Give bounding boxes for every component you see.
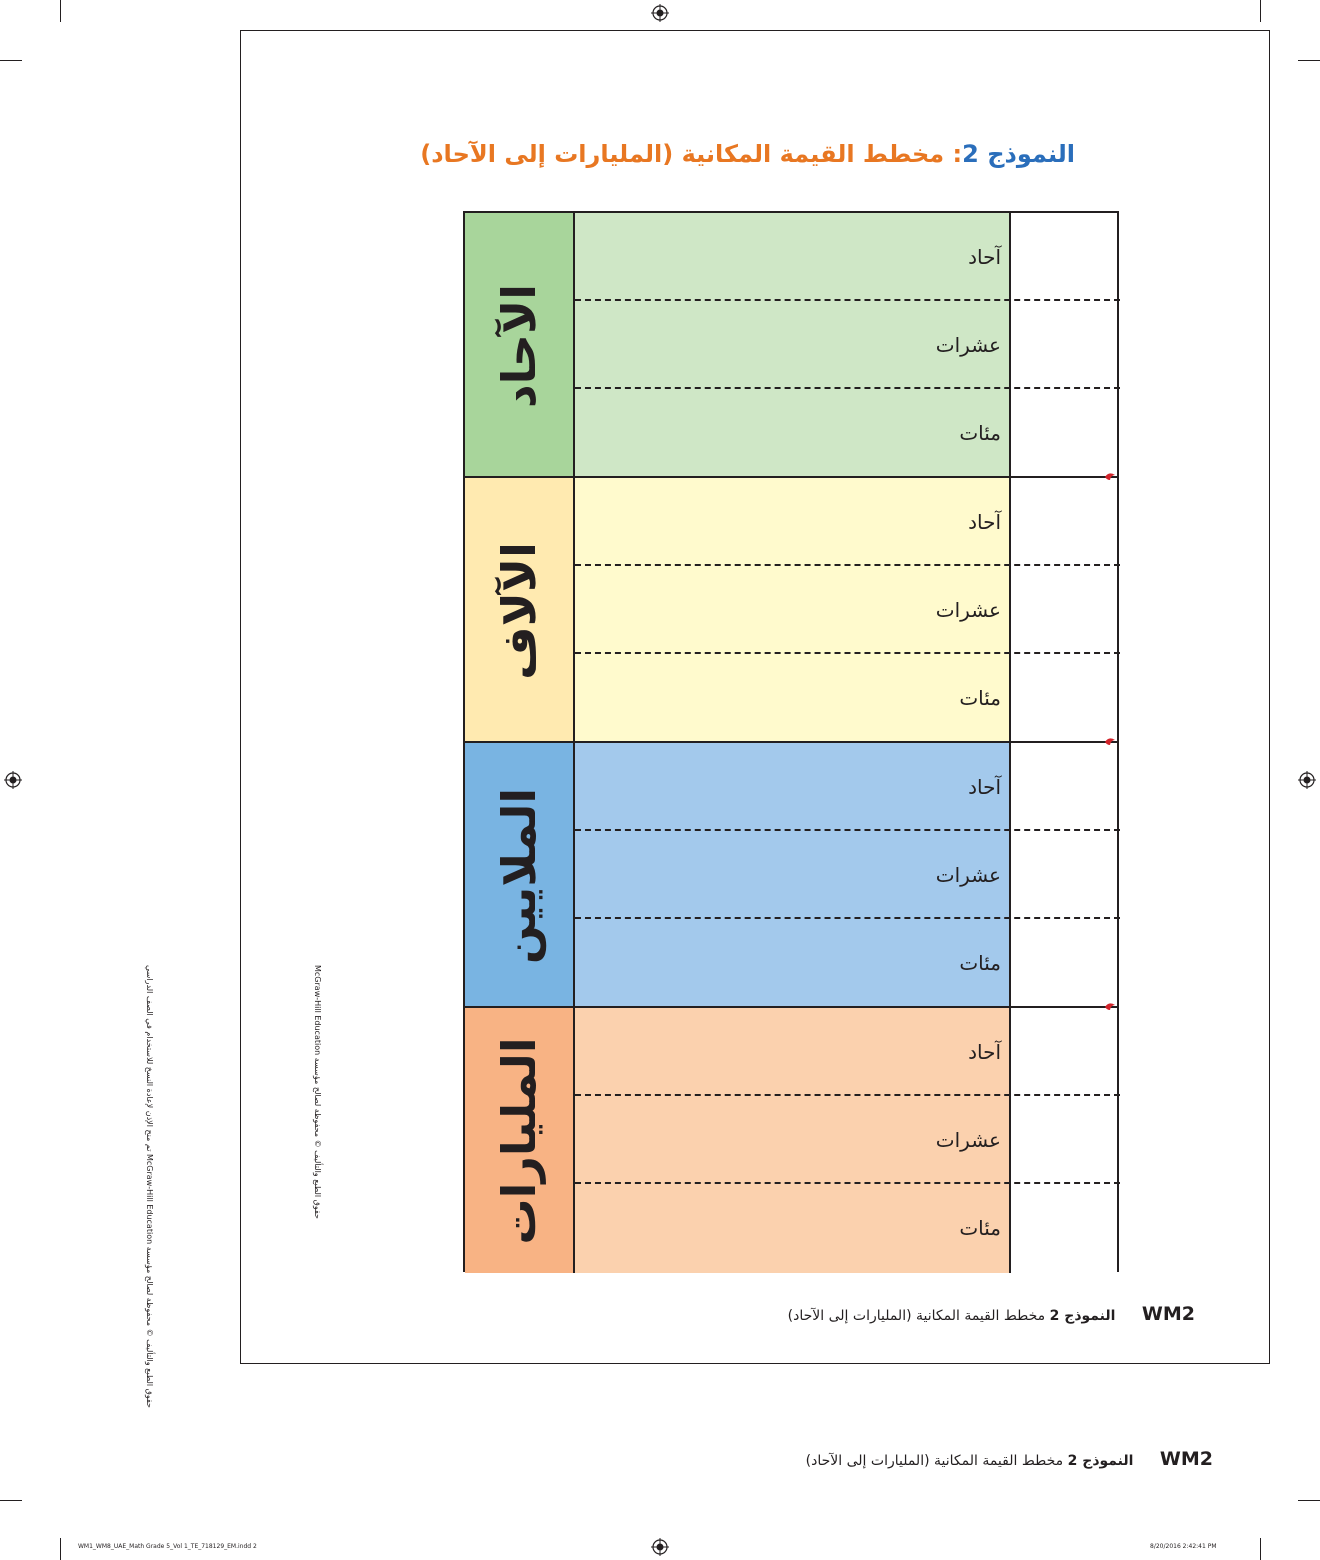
title-number: 2 bbox=[962, 140, 979, 168]
title-prefix: النموذج bbox=[987, 140, 1075, 168]
comma-mark-icon bbox=[1103, 1001, 1117, 1011]
period-billions bbox=[465, 1008, 1117, 1273]
period-label-box bbox=[465, 213, 575, 478]
period-separator bbox=[465, 741, 1117, 743]
place-value-chart bbox=[463, 211, 1119, 1272]
crop-mark bbox=[1298, 1500, 1320, 1501]
copyright-outer: حقوق الطبع والتأليف © محفوظة لصالح مؤسسة McGraw-Hill Education تم منح الإذن لإعادة النسخ للاستخدام في الصف الدراسي bbox=[145, 965, 154, 1408]
period-label-box bbox=[465, 1008, 575, 1273]
cell-label: آحاد bbox=[968, 775, 1001, 799]
comma-mark-icon bbox=[1103, 736, 1117, 746]
answer-column bbox=[1011, 478, 1117, 743]
crop-mark bbox=[1298, 60, 1320, 61]
registration-mark-icon bbox=[651, 1538, 669, 1556]
cell-tens bbox=[575, 1096, 1011, 1184]
cell-label: عشرات bbox=[935, 863, 1001, 887]
dashed-divider bbox=[575, 829, 1120, 831]
cell-label: آحاد bbox=[968, 245, 1001, 269]
period-separator bbox=[465, 1006, 1117, 1008]
period-label-box bbox=[465, 743, 575, 1008]
page-footer bbox=[600, 1448, 1213, 1470]
title-rest: مخطط القيمة المكانية (المليارات إلى الآحاد) bbox=[420, 140, 953, 168]
title-colon: : bbox=[952, 140, 963, 168]
period-label-box bbox=[465, 478, 575, 743]
cell-hundreds bbox=[575, 919, 1011, 1007]
cell-label: عشرات bbox=[935, 1128, 1001, 1152]
cell-tens bbox=[575, 301, 1011, 389]
inner-footer bbox=[600, 1303, 1195, 1325]
comma-mark-icon bbox=[1103, 471, 1117, 481]
footer-text: مخطط القيمة المكانية (المليارات إلى الآحاد) bbox=[787, 1308, 1050, 1324]
registration-mark-icon bbox=[4, 771, 22, 789]
crop-mark bbox=[0, 1500, 22, 1501]
crop-mark bbox=[60, 1538, 61, 1560]
crop-mark bbox=[1260, 0, 1261, 22]
registration-mark-icon bbox=[651, 4, 669, 22]
dashed-divider bbox=[575, 917, 1120, 919]
cell-ones bbox=[575, 478, 1011, 566]
period-millions bbox=[465, 743, 1117, 1008]
page-title bbox=[300, 140, 1075, 168]
crop-mark bbox=[1260, 1538, 1261, 1560]
cell-label: آحاد bbox=[968, 1040, 1001, 1064]
dashed-divider bbox=[575, 564, 1120, 566]
copyright-inner: حقوق الطبع والتأليف © محفوظة لصالح مؤسسة McGraw-Hill Education bbox=[313, 965, 322, 1219]
slug-date: 8/20/2016 2:42:41 PM bbox=[1150, 1543, 1217, 1550]
cell-tens bbox=[575, 566, 1011, 654]
footer-text: مخطط القيمة المكانية (المليارات إلى الآحاد) bbox=[805, 1453, 1068, 1469]
cell-label: عشرات bbox=[935, 333, 1001, 357]
cell-tens bbox=[575, 831, 1011, 919]
footer-lead: النموذج 2 bbox=[1049, 1308, 1116, 1324]
registration-mark-icon bbox=[1298, 771, 1316, 789]
footer-lead: النموذج 2 bbox=[1067, 1453, 1134, 1469]
answer-column bbox=[1011, 213, 1117, 478]
answer-column bbox=[1011, 1008, 1117, 1273]
cell-label: آحاد bbox=[968, 510, 1001, 534]
dashed-divider bbox=[575, 1182, 1120, 1184]
cell-label: مئات bbox=[959, 951, 1001, 975]
cell-ones bbox=[575, 743, 1011, 831]
dashed-divider bbox=[575, 1094, 1120, 1096]
period-label: الآحاد bbox=[492, 283, 546, 408]
cell-hundreds bbox=[575, 654, 1011, 742]
slug-file: WM1_WM8_UAE_Math Grade 5_Vol 1_TE_718129_EM.indd 2 bbox=[78, 1543, 257, 1550]
cell-label: مئات bbox=[959, 421, 1001, 445]
cell-hundreds bbox=[575, 389, 1011, 477]
dashed-divider bbox=[575, 299, 1120, 301]
period-separator bbox=[465, 476, 1117, 478]
dashed-divider bbox=[575, 387, 1120, 389]
cell-label: عشرات bbox=[935, 598, 1001, 622]
cell-hundreds bbox=[575, 1184, 1011, 1272]
crop-mark bbox=[60, 0, 61, 22]
period-label: الآلاف bbox=[492, 541, 546, 680]
footer-code: WM2 bbox=[1159, 1448, 1213, 1470]
footer-code: WM2 bbox=[1141, 1303, 1195, 1325]
answer-column bbox=[1011, 743, 1117, 1008]
period-label: المليارات bbox=[492, 1036, 546, 1245]
period-ones bbox=[465, 213, 1117, 478]
cell-label: مئات bbox=[959, 1216, 1001, 1240]
cell-label: مئات bbox=[959, 686, 1001, 710]
cell-ones bbox=[575, 1008, 1011, 1096]
cell-ones bbox=[575, 213, 1011, 301]
period-thousands bbox=[465, 478, 1117, 743]
dashed-divider bbox=[575, 652, 1120, 654]
crop-mark bbox=[0, 60, 22, 61]
period-label: الملايين bbox=[492, 787, 546, 964]
